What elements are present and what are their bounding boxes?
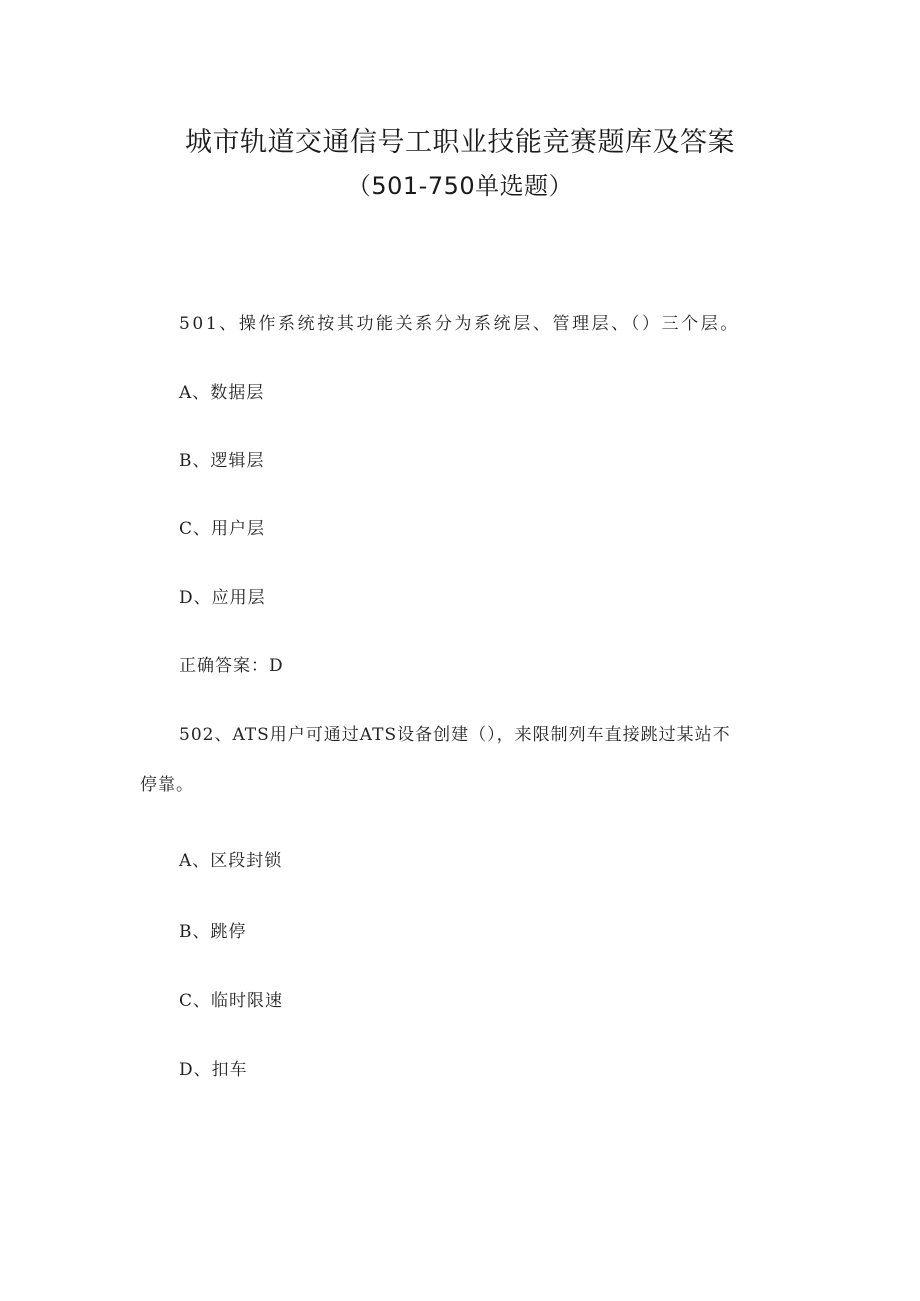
question-501-option-a: A、数据层 <box>179 383 265 403</box>
question-501-option-c: C、用户层 <box>179 519 266 539</box>
question-502-option-b: B、跳停 <box>179 922 247 942</box>
question-502-stem-line2: 停靠。 <box>140 775 194 795</box>
question-501-stem: 501、操作系统按其功能关系分为系统层、管理层、（）三个层。 <box>179 314 740 334</box>
question-502-stem-line1: 502、ATS用户可通过ATS设备创建（），来限制列车直接跳过某站不 <box>179 725 731 745</box>
question-501-answer: 正确答案：D <box>179 656 284 676</box>
question-501-option-b: B、逻辑层 <box>179 451 265 471</box>
document-subtitle: （501-750单选题） <box>346 172 574 200</box>
question-501-option-d: D、应用层 <box>179 588 266 608</box>
document-title: 城市轨道交通信号工职业技能竞赛题库及答案 <box>185 127 735 158</box>
question-502-option-a: A、区段封锁 <box>179 851 283 871</box>
question-502-option-d: D、扣车 <box>179 1060 248 1080</box>
question-502-option-c: C、临时限速 <box>179 991 284 1011</box>
